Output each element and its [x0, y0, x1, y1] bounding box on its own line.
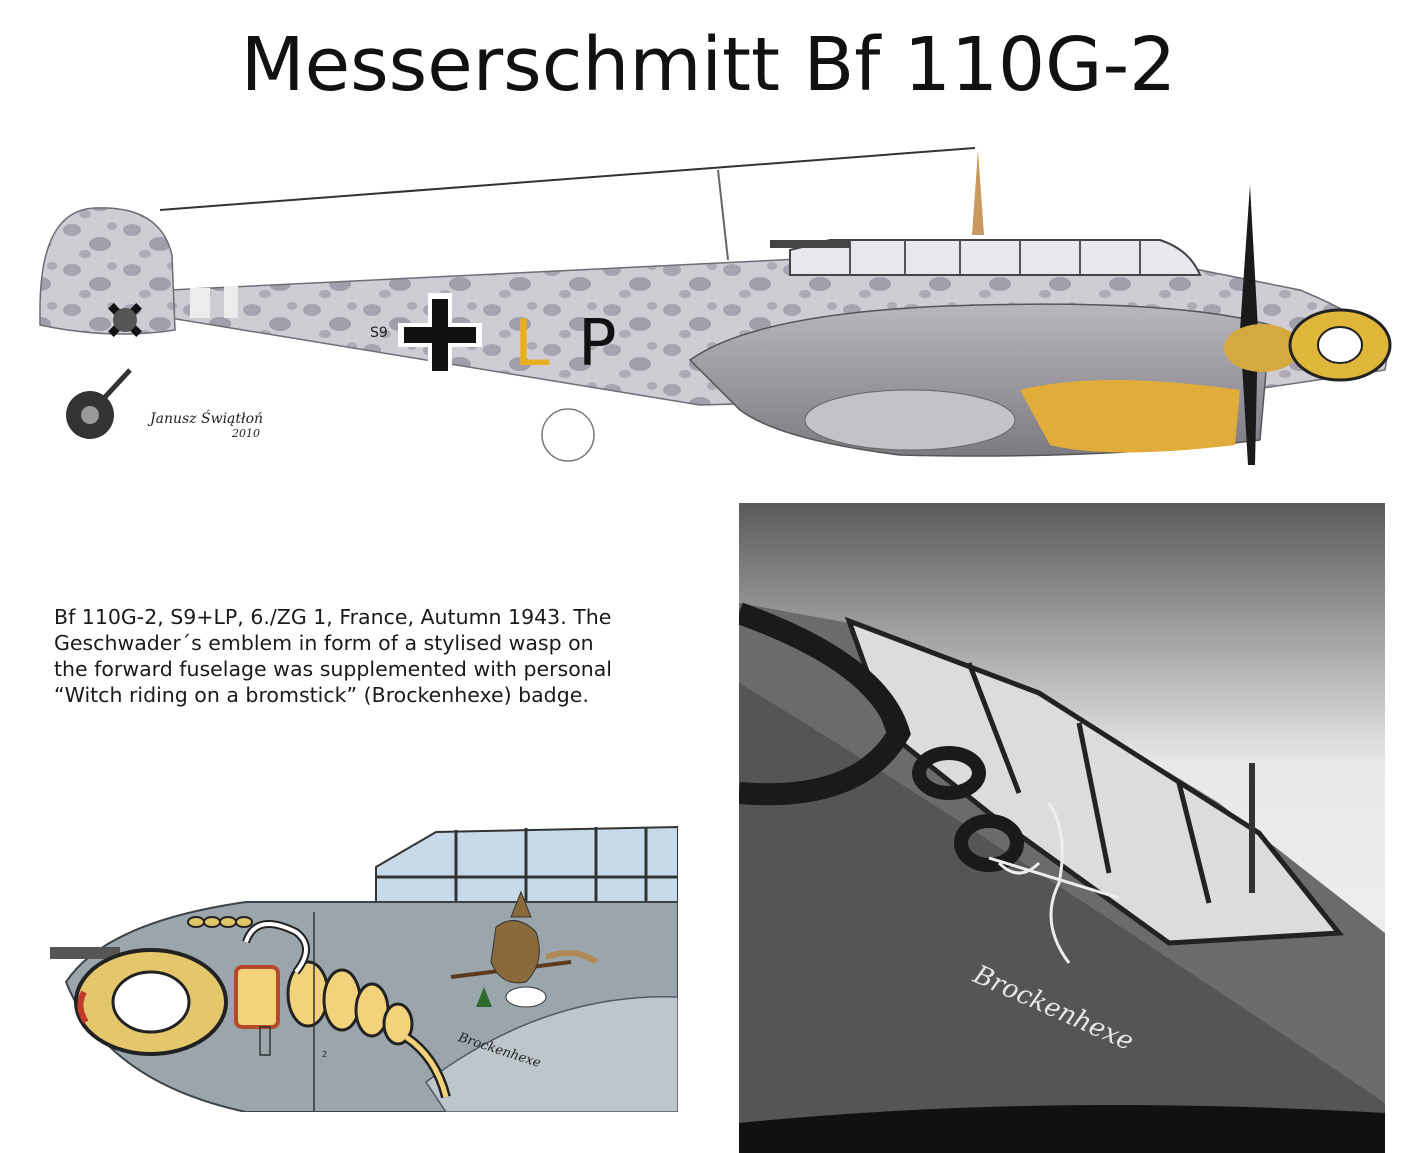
drop-tank [805, 390, 1015, 450]
page-title: Messerschmitt Bf 110G-2 [240, 22, 1177, 108]
spinner [1224, 324, 1300, 372]
wheel-outline [542, 409, 594, 461]
antenna-wire [160, 148, 975, 210]
caption-line: Geschwader´s emblem in form of a stylised wasp on [54, 631, 594, 655]
tail-fin [40, 208, 175, 334]
tail-marking [108, 303, 142, 337]
aircraft-side-profile [0, 140, 1417, 490]
photo-badge-text: Brockenhexe [968, 959, 1138, 1058]
caption-line: Bf 110G-2, S9+LP, 6./ZG 1, France, Autumn 1943. The [54, 605, 612, 629]
description-caption [54, 604, 714, 708]
fuselage-letter-l: L [514, 307, 550, 381]
canopy [790, 240, 1200, 275]
caption-line: “Witch riding on a bromstick” (Brockenhexe) badge. [54, 683, 589, 707]
badge-text: Brockenhexe [456, 1030, 543, 1072]
wasp-emblem-body [236, 967, 278, 1027]
panel-number: 2 [322, 1050, 328, 1059]
nose-art-detail [46, 822, 678, 1112]
historical-photo [739, 503, 1385, 1153]
caption-line: the forward fuselage was supplemented with personal [54, 657, 612, 681]
antenna-mast [972, 150, 984, 235]
rear-gun [770, 240, 850, 248]
artist-signature: Janusz Świątłoń [150, 411, 264, 427]
unit-code: S9 [370, 325, 388, 341]
artist-year: 2010 [232, 427, 260, 440]
fuselage-letter-p: P [578, 307, 617, 381]
